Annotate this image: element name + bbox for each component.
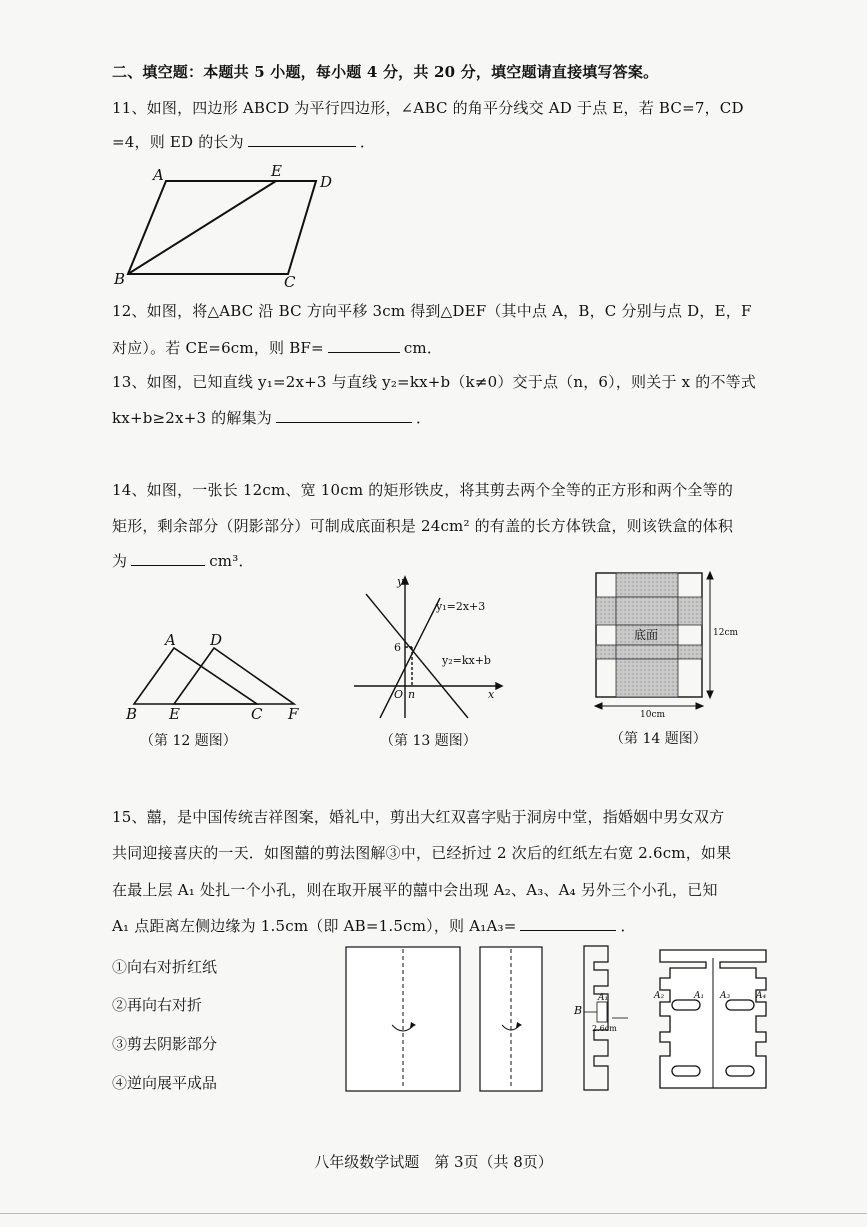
width-label: 10cm: [640, 710, 666, 720]
label-c: C: [284, 273, 296, 290]
fig15-step3-cut: [570, 940, 640, 1100]
label-a4: A₄: [756, 991, 767, 1001]
q12-unit: cm．: [403, 339, 443, 357]
fig14-caption: （第 14 题图）: [610, 731, 707, 747]
fig12-caption: （第 12 题图）: [140, 733, 237, 749]
label-a: A: [165, 631, 176, 649]
page-footer: 八年级数学试题 第 3页（共 8页）: [314, 1153, 553, 1171]
label-a: A: [153, 166, 164, 184]
q11-text: =4，则 ED 的长为: [112, 133, 244, 151]
q14-line1: 14、如图，一张长 12cm、宽 10cm 的矩形铁皮，将其剪去两个全等的正方形和两个全等的: [112, 481, 734, 499]
fig15-step2-paper: [478, 945, 548, 1095]
label-c: C: [251, 705, 263, 723]
q14-line2: 矩形，剩余部分（阴影部分）可制成底面积是 24cm² 的有盖的长方体铁盒，则该铁盒的体积: [112, 517, 734, 535]
origin-label: O: [394, 688, 404, 701]
fig12-triangles: [120, 625, 320, 725]
q11-line2: [112, 131, 375, 152]
q15-step-1: ①向右对折红纸: [112, 958, 218, 976]
label-f: F: [288, 705, 299, 723]
width-arrow-right: [696, 703, 703, 709]
slot-a3: [726, 1000, 754, 1010]
line1-label: y₁=2x+3: [436, 600, 486, 613]
q14-line3: [112, 550, 254, 571]
left-flap-bottom: [596, 645, 616, 659]
angle-bisector-be: [128, 181, 276, 274]
q15-line2: 共同迎接喜庆的一天．如图囍的剪法图解③中，已经折过 2 次后的红纸左右宽 2.6cm，如果: [112, 844, 732, 862]
label-b: B: [574, 1004, 583, 1017]
q15-line1: 15、囍，是中国传统吉祥图案，婚礼中，剪出大红双喜字贴于洞房中堂，指婚姻中男女双方: [112, 808, 725, 826]
slot-bottom-left: [672, 1066, 700, 1076]
section-heading: 二、填空题：本题共 5 小题，每小题 4 分，共 20 分，填空题请直接填写答案。: [112, 63, 659, 81]
q11-period: ．: [359, 133, 376, 151]
q13-text: kx+b≥2x+3 的解集为: [112, 409, 272, 427]
parallelogram-abcd: [128, 181, 316, 274]
x-label: x: [488, 688, 495, 701]
label-a1: A₁: [598, 993, 609, 1003]
front-panel: [616, 645, 678, 659]
label-d: D: [320, 173, 333, 191]
height-arrow-bottom: [707, 691, 713, 698]
q11-parallelogram-figure: [108, 160, 348, 290]
base-label: 底面: [634, 628, 659, 642]
width-label: 2.6cm: [592, 1024, 617, 1033]
fig15-step1-paper: [344, 945, 464, 1095]
fig15-step4-xi: [648, 938, 778, 1098]
q12-line1: 12、如图，将△ABC 沿 BC 方向平移 3cm 得到△DEF（其中点 A，B，C 分别与点 D，E，F: [112, 302, 752, 320]
fig13-graph: [350, 572, 510, 720]
side-panel: [616, 597, 678, 625]
six-label: 6: [394, 641, 401, 654]
q14-text: 为: [112, 552, 128, 570]
height-arrow-top: [707, 572, 713, 579]
x-axis-arrow: [496, 683, 502, 689]
q12-text: 对应）。若 CE=6cm，则 BF=: [112, 339, 324, 357]
q15-text: A₁ 点距离左侧边缘为 1.5cm（即 AB=1.5cm），则 A₁A₃=: [112, 917, 517, 935]
label-a2: A₂: [654, 991, 665, 1001]
q13-answer-blank[interactable]: [276, 408, 412, 423]
top-panel: [616, 573, 678, 597]
label-a3: A₃: [720, 991, 731, 1001]
fig13-caption: （第 13 题图）: [380, 733, 477, 749]
q15-step-3: ③剪去阴影部分: [112, 1035, 218, 1053]
bottom-rule: [0, 1213, 867, 1214]
q15-period: ．: [620, 917, 636, 935]
label-a1-copy: A₁: [694, 991, 705, 1001]
q12-line2: [112, 337, 442, 358]
label-b: B: [126, 705, 138, 723]
q15-step-4: ④逆向展平成品: [112, 1074, 218, 1092]
q13-line2: [112, 407, 431, 428]
height-label: 12cm: [713, 628, 739, 638]
q15-answer-blank[interactable]: [520, 916, 616, 931]
label-e: E: [271, 162, 282, 180]
q15-step-2: ②再向右对折: [112, 996, 203, 1014]
q11-answer-blank[interactable]: [248, 132, 356, 147]
q14-unit: cm³．: [209, 552, 254, 570]
slot-bottom-right: [726, 1066, 754, 1076]
y-label: y: [397, 575, 404, 588]
q12-answer-blank[interactable]: [328, 338, 400, 353]
fig14-box-net: [584, 565, 744, 720]
slot-a2: [672, 1000, 700, 1010]
right-flap-bottom: [678, 645, 702, 659]
q11-line1: 11、如图，四边形 ABCD 为平行四边形，∠ABC 的角平分线交 AD 于点 E，若 BC=7，CD: [112, 99, 744, 117]
hole-a1: [597, 1002, 607, 1022]
width-arrow-left: [595, 703, 602, 709]
lid-panel: [616, 659, 678, 697]
left-flap-top: [596, 597, 616, 625]
triangle-def: [174, 648, 294, 704]
q13-period: ．: [415, 409, 432, 427]
label-d: D: [210, 631, 223, 649]
label-e: E: [169, 705, 180, 723]
q13-line1: 13、如图，已知直线 y₁=2x+3 与直线 y₂=kx+b（k≠0）交于点（n，6），则关于 x 的不等式: [112, 373, 757, 391]
line2-label: y₂=kx+b: [442, 654, 491, 667]
n-label: n: [408, 688, 416, 701]
right-flap-top: [678, 597, 702, 625]
q15-line3: 在最上层 A₁ 处扎一个小孔，则在取开展平的囍中会出现 A₂、A₃、A₄ 另外三个小孔，已知: [112, 881, 718, 899]
q15-line4: [112, 915, 636, 936]
q14-answer-blank[interactable]: [131, 551, 205, 566]
triangle-abc: [134, 648, 257, 704]
label-b: B: [114, 270, 126, 288]
